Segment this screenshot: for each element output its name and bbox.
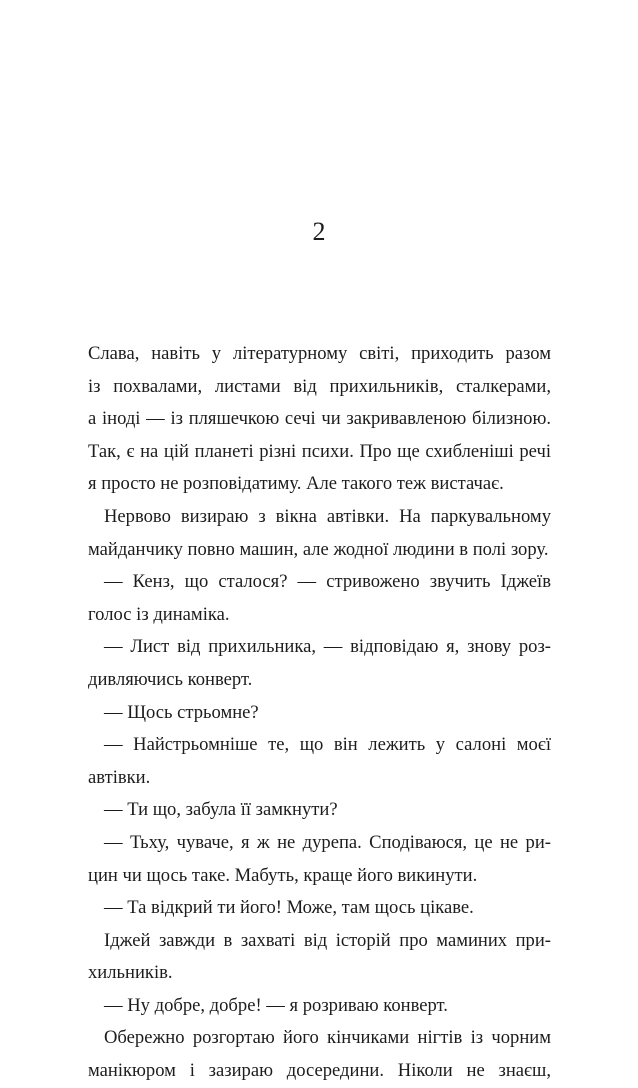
text-line: — Ти що, забула її замкнути? — [104, 799, 338, 821]
text-line: цин чи щось таке. Мабуть, краще його викинути. — [88, 864, 478, 886]
chapter-number: 2 — [312, 217, 326, 246]
text-line: голос із динаміка. — [88, 603, 230, 625]
text-line: — Щось стрьомне? — [104, 701, 259, 723]
text-line: хильників. — [88, 962, 173, 984]
text-line: Так, є на цій планеті різні психи. Про ще схибленіші речі — [88, 440, 551, 462]
text-line: — Ну добре, добре! — я розриваю конверт. — [104, 994, 448, 1016]
text-line: — Лист від прихильника, — відповідаю я, знову роз- — [104, 636, 551, 658]
text-line: Слава, навіть у літературному світі, приходить разом — [88, 343, 551, 364]
text-line: — Тьху, чуваче, я ж не дурепа. Сподіваюся, це не ри- — [104, 831, 551, 853]
body-text — [88, 338, 551, 1088]
text-line: — Найстрьомніше те, що він лежить у салоні моєї — [104, 734, 551, 756]
text-line: майданчику повно машин, але жодної людини в полі зору. — [88, 538, 549, 560]
text-line: дивляючись конверт. — [88, 668, 253, 690]
text-line: — Кенз, що сталося? — стривожено звучить Іджеїв — [104, 571, 551, 593]
text-line: Іджей завжди в захваті від історій про маминих при- — [104, 929, 551, 951]
text-line: манікюром і зазираю досередини. Ніколи не знаєш, — [88, 1060, 551, 1082]
text-line: Нервово визираю з вікна автівки. На паркувальному — [104, 505, 551, 527]
text-line: а іноді — із пляшечкою сечі чи закривавленою білизною. — [88, 408, 551, 430]
text-line: із похвалами, листами від прихильників, сталкерами, — [88, 375, 551, 397]
text-line: Обережно розгортаю його кінчиками нігтів із чорним — [104, 1027, 551, 1049]
text-line: я просто не розповідатиму. Але такого теж вистачає. — [88, 473, 504, 495]
text-line: автівки. — [88, 766, 151, 788]
text-line: — Та відкрий ти його! Може, там щось цікаве. — [104, 897, 474, 919]
